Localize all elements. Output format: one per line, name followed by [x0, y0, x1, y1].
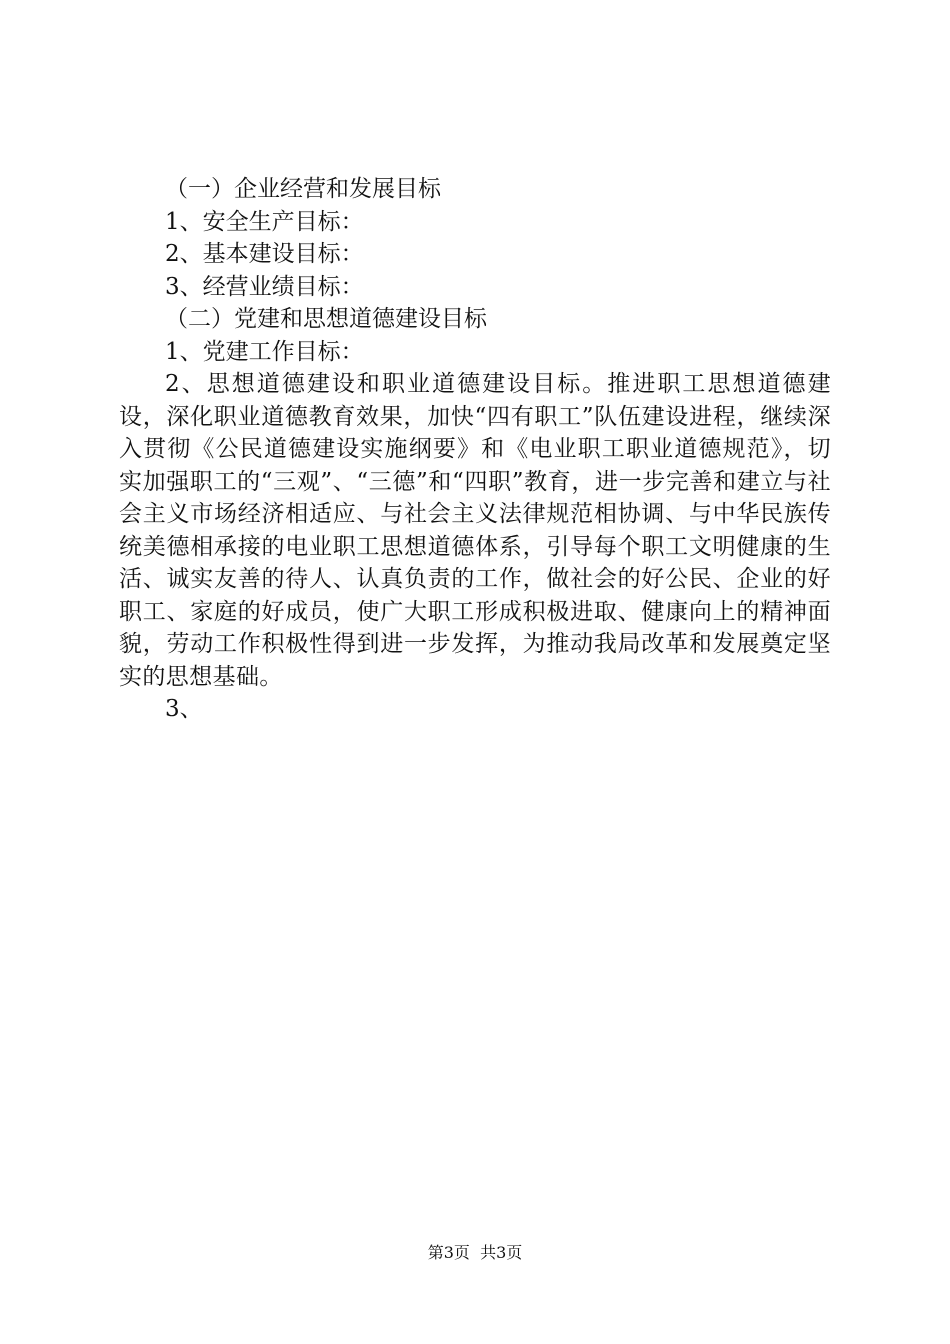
section-heading-2: （二）党建和思想道德建设目标: [165, 306, 487, 332]
body-paragraph: 2、思想道德建设和职业道德建设目标。推进职工思想道德建设，深化职业道德教育效果，加快“四有职工”队伍建设进程，继续深入贯彻《公民道德建设实施纲要》和《电业职工职业道德规范》，切实加强职工的“三观”、“三德”和“四职”教育，进一步完善和建立与社会主义市场经济相适应、与社会主义法律规范相协调、与中华民族传统美德相承接的电业职工思想道德体系，引导每个职工文明健康的生活、诚实友善的待人、认真负责的工作，做社会的好公民、企业的好职工、家庭的好成员，使广大职工形成积极进取、健康向上的精神面貌，劳动工作积极性得到进一步发挥，为推动我局改革和发展奠定坚实的思想基础。: [119, 371, 831, 690]
section-heading-1: （一）企业经营和发展目标: [165, 176, 441, 202]
list-item: 1、安全生产目标：: [165, 208, 364, 235]
document-body: [119, 173, 831, 726]
list-item: 2、基本建设目标：: [165, 241, 364, 267]
page-footer: [0, 1243, 950, 1263]
page-number: 第3页 共3页: [427, 1243, 523, 1262]
list-item: 1、党建工作目标：: [165, 338, 364, 365]
list-item: 3、: [165, 696, 203, 722]
list-item: 3、经营业绩目标：: [165, 273, 364, 300]
